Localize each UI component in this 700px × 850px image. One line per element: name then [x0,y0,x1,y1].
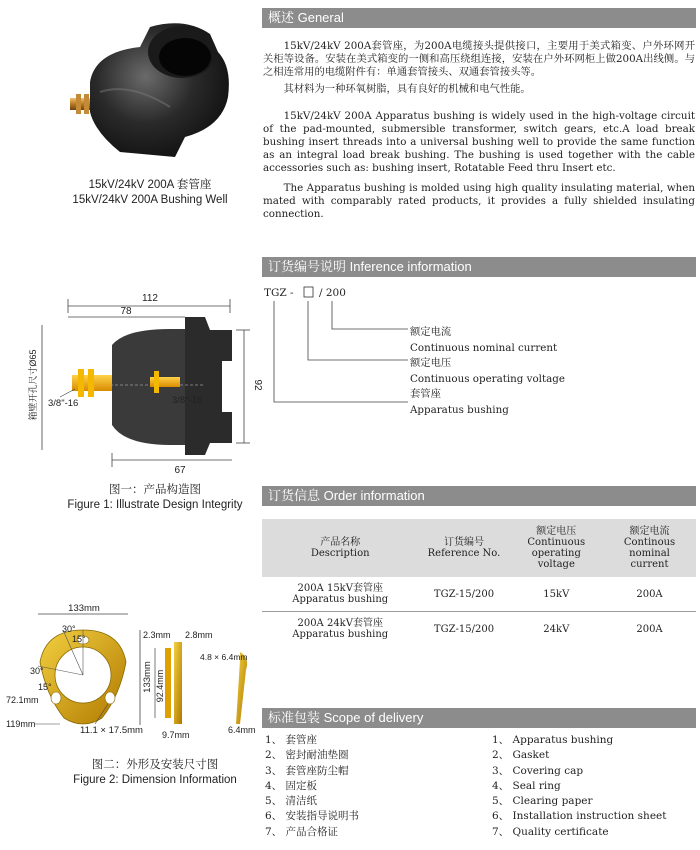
label-bushing-cn: 套管座 [410,388,441,400]
dim-30a: 30° [62,624,76,634]
list-item: 2、 密封耐油垫圈 [265,749,349,762]
label-voltage-cn: 额定电压 [410,357,452,369]
figure1-caption-en: Figure 1: Illustrate Design Integrity [67,499,243,511]
figure2-drawing [0,600,262,750]
scope-header: 标准包装 Scope of delivery [262,708,696,728]
dim-slot: 11.1 × 17.5mm [80,725,143,736]
list-item: 1、 套管座 [265,734,318,746]
dim-9-7: 9.7mm [162,730,190,740]
list-item: 6、 Installation instruction sheet [492,810,667,823]
cell-voltage: 24kV [543,623,570,635]
list-item: 2、 Gasket [492,749,550,762]
code-prefix: TGZ - [264,287,294,299]
dim-4-8: 4.8 × 6.4mm [200,652,248,662]
product-photo [60,12,240,172]
dim-72: 72.1mm [6,695,39,705]
cell-current: 200A [636,623,663,635]
cell-voltage: 15kV [510,577,603,612]
table-row [262,612,696,647]
label-current-cn: 额定电流 [410,326,452,338]
figure1-drawing [0,285,263,480]
th-reference: 订货编号 Reference No. [418,519,509,577]
code-box [304,287,313,297]
cell-description: 200A 15kV套管座 Apparatus bushing [262,577,418,612]
th-voltage: 额定电压 Continuous operating voltage [510,519,603,577]
dim-thread-left: 3/8"-16 [48,398,79,409]
cell-reference: TGZ-15/200 [433,623,495,635]
order-table-header [262,519,696,577]
list-item: 6、 安装指导说明书 [265,810,360,823]
list-item: 3、 套管座防尘帽 [265,764,349,777]
dim-2-8: 2.8mm [185,630,213,640]
figure2-caption-en: Figure 2: Dimension Information [73,774,237,786]
general-en-paragraph-1: 15kV/24kV 200A Apparatus bushing is widely used in the high-voltage circuit of the pad-mounted, submersible transformer, switch gears, etc.A load break bushing insert threads into a universal bushing well to provide the same function as an integral load break bushing. The bushing is used together with the cable accessories such as: bushing insert, Rotatable Feed thru Insert etc. [263,110,695,174]
list-item: 1、 Apparatus bushing [492,734,614,746]
dim-133-width: 133mm [68,603,100,614]
figure1-caption-cn: 图一：产品构造图 [109,484,201,496]
scope-list-cn [265,733,359,840]
dim-78: 78 [120,306,132,317]
cell-reference: TGZ-15/200 [418,577,509,612]
cell-description: 200A 24kV套管座 Apparatus bushing [292,618,389,640]
dim-119: 119mm [6,719,36,729]
scope-list-en [492,733,666,840]
dim-15b: 15° [38,682,52,692]
dim-67: 67 [174,465,186,476]
dim-thread-right: 3/8"-16 [172,395,203,406]
product-caption-en: 15kV/24kV 200A Bushing Well [72,194,228,206]
dim-hole: 箱壁开孔尺寸Ø65 [28,349,38,421]
order-table [262,519,696,646]
list-item: 4、 固定板 [265,779,318,792]
figure1-caption [50,483,260,513]
dim-112: 112 [142,293,158,304]
dim-92: 92 [252,379,263,391]
table-row [262,577,696,612]
dim-30b: 30° [30,666,44,676]
list-item: 7、 产品合格证 [265,825,339,838]
th-current: 额定电流 Continous nominal current [603,519,696,577]
label-voltage-en: Continuous operating voltage [410,372,565,385]
list-item: 3、 Covering cap [492,764,584,777]
general-header: 概述 General [262,8,696,28]
code-suffix: / 200 [319,287,346,299]
product-caption [70,178,230,208]
label-bushing-en: Apparatus bushing [410,403,509,416]
order-header: 订货信息 Order information [262,486,696,506]
product-caption-cn: 15kV/24kV 200A 套管座 [88,179,212,191]
inference-header: 订货编号说明 Inference information [262,257,696,277]
figure2-caption [50,758,260,788]
th-description: 产品名称 Description [262,519,418,577]
list-item: 5、 Clearing paper [492,795,593,808]
list-item: 5、 清洁纸 [265,795,318,808]
dim-92-4: 92.4mm [155,669,165,703]
dim-133-height: 133mm [142,661,153,693]
dim-2-3: 2.3mm [143,630,171,640]
list-item: 4、 Seal ring [492,779,561,792]
general-en-paragraph-2: The Apparatus bushing is molded using high quality insulating material, when mated with comparably rated products, it provides a fully shielded insulating connection. [263,182,695,220]
dim-15a: 15° [72,634,86,644]
list-item: 7、 Quality certificate [492,825,609,838]
label-current-en: Continuous nominal current [410,341,558,354]
general-cn-paragraph-1: 15kV/24kV 200A套管座，为200A电缆接头提供接口，主要用于美式箱变、户外环网开关柜等设备。安装在美式箱变的一侧和高压绕组连接，安装在户外环网柜上做200A出线侧。与之相连常用的电缆附件有：单通套管接头、双通套管接头等。 [263,40,695,78]
general-cn-paragraph-2: 其材料为一种环氧树脂，具有良好的机械和电气性能。 [283,83,531,95]
dim-6-4: 6.4mm [228,725,256,735]
cell-current: 200A [603,577,696,612]
figure2-caption-cn: 图二：外形及安装尺寸图 [91,759,219,771]
inference-labels [410,325,565,418]
